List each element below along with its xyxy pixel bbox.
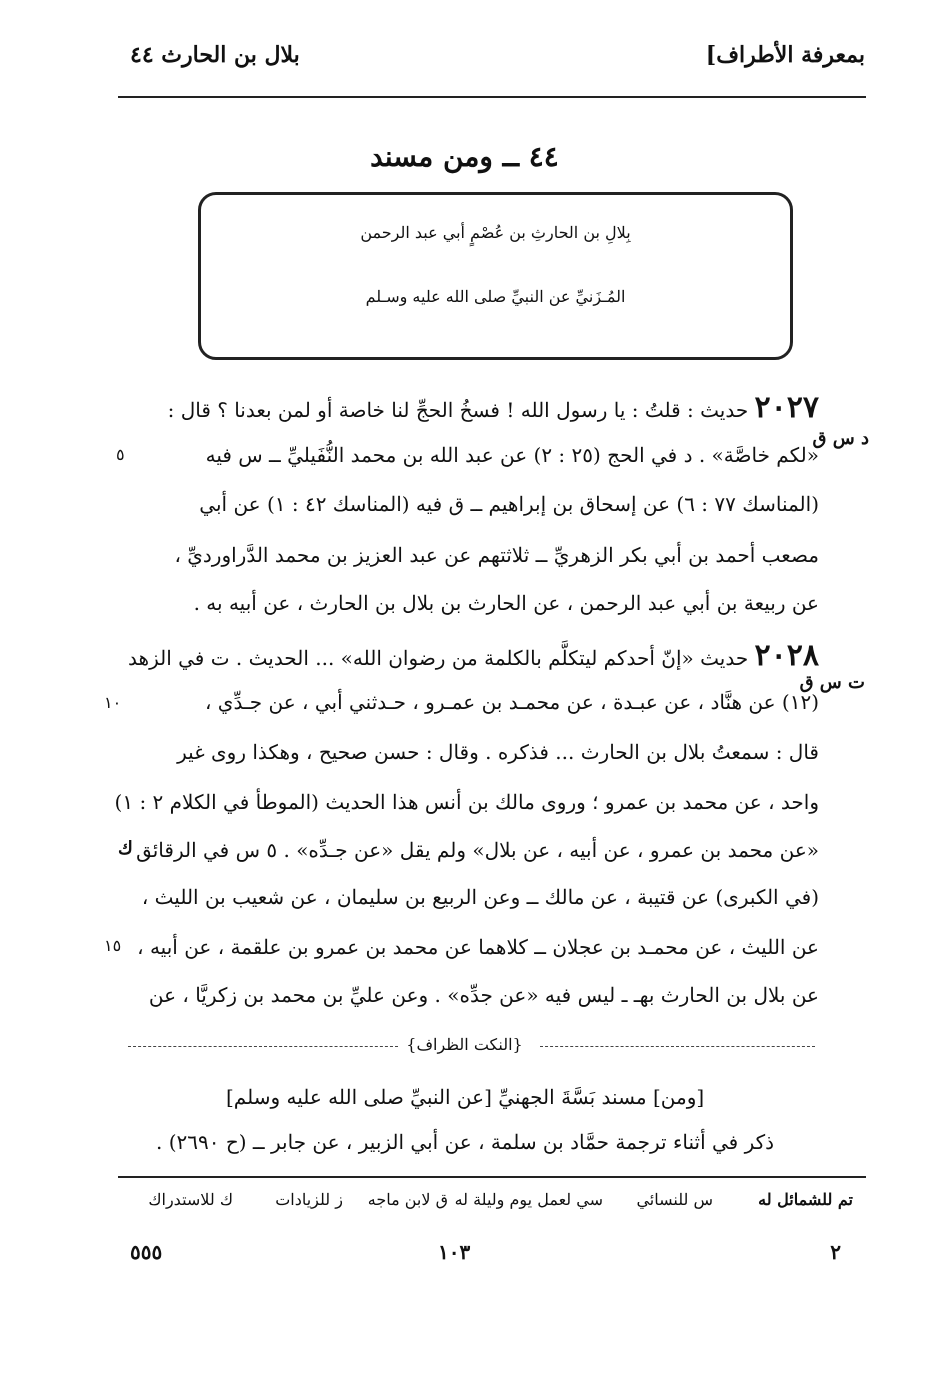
header-rule bbox=[118, 96, 866, 98]
hadith-2027-line-4: مصعب أحمد بن أبي بكر الزهريِّ ــ ثلاثتهم عن عبد العزيز بن محمد الدَّراورديِّ ، bbox=[174, 543, 819, 567]
legend-item: تم للشمائل له bbox=[758, 1190, 853, 1209]
hadith-2027-line-1 bbox=[168, 390, 819, 425]
header-right-title: بمعرفة الأطراف] bbox=[705, 42, 865, 68]
header-left-title: بلال بن الحارث ٤٤ bbox=[130, 42, 300, 68]
hadith-2028-margin-mark: ك bbox=[118, 838, 133, 859]
addendum-line-1: [ومن] مسند بَسَّةَ الجهنيِّ [عن النبيِّ صلى الله عليه وسلم] bbox=[226, 1085, 705, 1109]
hadith-2028-line-1 bbox=[128, 638, 819, 673]
legend-item: ق لابن ماجه bbox=[367, 1190, 448, 1209]
legend-item: ك للاستدراك bbox=[148, 1190, 233, 1209]
running-header bbox=[130, 42, 865, 82]
line-number-5: ٥ bbox=[116, 445, 125, 464]
footer-volume-number: ٢ bbox=[830, 1240, 841, 1264]
hadith-2027-margin-codes: د س ق bbox=[812, 428, 869, 449]
hadith-2028-line-6: (في الكبرى) عن قتيبة ، عن مالك ــ وعن الربيع بن سليمان ، عن شعيب بن الليث ، bbox=[141, 885, 819, 909]
legend-item: س للنسائي bbox=[636, 1190, 713, 1209]
legend-item: سي لعمل يوم وليلة له bbox=[454, 1190, 603, 1209]
hadith-2028-line-7: عن الليث ، عن محمـد بن عجلان ــ كلاهما عن محمد بن عمرو بن علقمة ، عن أبيه ، bbox=[137, 935, 819, 959]
hadith-2028-line-5: «عن محمد بن عمرو ، عن أبيه ، عن بلال» ولم يقل «عن جـدِّه» . ٥ س في الرقائق bbox=[136, 838, 819, 862]
hadith-2028-text-1: حديث «إنّ أحدكم ليتكلَّم بالكلمة من رضوان الله» ... الحديث . ت في الزهد bbox=[128, 646, 749, 670]
name-box bbox=[198, 192, 793, 360]
hadith-2027-text-1: حديث : قلتُ : يا رسول الله ! فسخُ الحجِّ لنا خاصة أو لمن بعدنا ؟ قال : bbox=[167, 398, 749, 422]
hadith-2028-margin-codes: ت س ق bbox=[799, 672, 865, 693]
section-title: ٤٤ ــ ومن مسند bbox=[370, 140, 559, 173]
addendum-line-2: ذكر في أثناء ترجمة حمَّاد بن سلمة ، عن أبي الزبير ، عن جابر ــ (ح ٢٦٩٠) . bbox=[156, 1130, 775, 1154]
line-number-10: ١٠ bbox=[104, 693, 122, 712]
hadith-2027-line-3: (المناسك ٧٧ : ٦) عن إسحاق بن إبراهيم ــ ق فيه (المناسك ٤٢ : ١) عن أبي bbox=[199, 492, 819, 516]
footer-rule bbox=[118, 1176, 866, 1178]
name-box-line-1: بِلالِ بن الحارثِ بن عُصْمٍ أبي عبد الرحمن bbox=[360, 223, 631, 242]
separator-note: {النكت الظراف} bbox=[406, 1035, 523, 1054]
hadith-2027-line-2: «لكم خاصَّة» . د في الحج (٢٥ : ٢) عن عبد الله بن محمد النُّفَيليِّ ــ س فيه bbox=[205, 443, 819, 467]
hadith-2028-line-2: (١٢) عن هنَّاد ، عن عبـدة ، عن محمـد بن عمـرو ، حـدثني أبي ، عن جـدِّي ، bbox=[204, 690, 819, 714]
hadith-2027-number: ٢٠٢٧ bbox=[754, 390, 819, 425]
footer-serial-number: ٥٥٥ bbox=[130, 1240, 163, 1264]
hadith-2028-line-8: عن بلال بن الحارث بهـ ـ ليس فيه «عن جدِّه» . وعن عليِّ بن محمد بن زكريَّا ، عن bbox=[148, 983, 819, 1007]
hadith-2028-line-3: قال : سمعتُ بلال بن الحارث ... فذكره . وقال : حسن صحيح ، وهكذا روى غير bbox=[177, 740, 819, 764]
hadith-2028-line-4: واحد ، عن محمد بن عمرو ؛ وروى مالك بن أنس هذا الحديث (الموطأ في الكلام ٢ : ١) bbox=[114, 790, 819, 814]
legend-item: ز للزيادات bbox=[275, 1190, 343, 1209]
hadith-2027-line-5: عن ربيعة بن أبي عبد الرحمن ، عن الحارث بن بلال بن الحارث ، عن أبيه به . bbox=[193, 591, 819, 615]
line-number-15: ١٥ bbox=[104, 936, 122, 955]
name-box-line-2: المُـزَنيِّ عن النبيِّ صلى الله عليه وسـلم bbox=[365, 287, 626, 306]
hadith-2028-number: ٢٠٢٨ bbox=[754, 638, 819, 673]
footer-page-number: ١٠٣ bbox=[438, 1240, 471, 1264]
abbreviation-legend bbox=[120, 1190, 853, 1220]
